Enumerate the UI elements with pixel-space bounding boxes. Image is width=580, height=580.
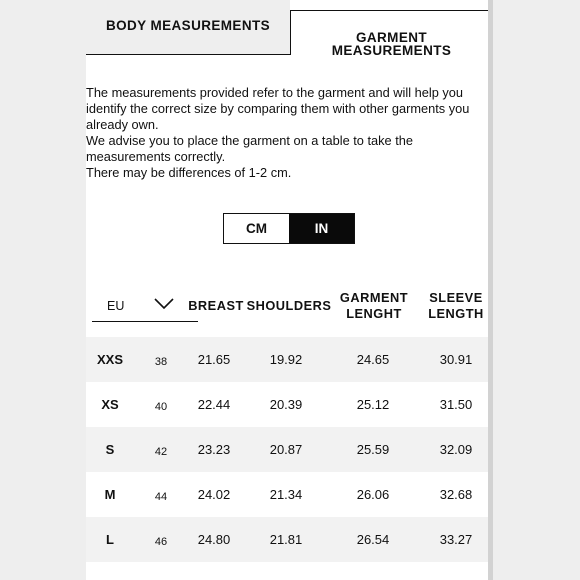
tab-garment-measurements-label-line1: GARMENT — [355, 30, 428, 45]
cell-sleeve: 33.27 — [439, 532, 473, 547]
cell-breast: 23.23 — [197, 442, 231, 457]
header-sleeve-length-line2: LENGTH — [428, 306, 484, 321]
cell-size: L — [106, 532, 114, 547]
table-row — [86, 382, 493, 427]
cell-size: XXS — [96, 352, 123, 367]
header-garment-length-line1: GARMENT — [339, 290, 409, 305]
header-garment-length — [334, 290, 414, 322]
cell-eu: 40 — [154, 401, 168, 413]
cell-breast: 21.65 — [197, 352, 231, 367]
table-row — [86, 517, 493, 562]
unit-cm-button[interactable]: CM — [224, 214, 289, 243]
region-select-value: EU — [107, 299, 125, 313]
header-breast: BREAST — [188, 298, 244, 313]
cell-breast: 24.80 — [197, 532, 231, 547]
cell-sleeve: 32.68 — [439, 487, 473, 502]
size-guide-panel — [86, 0, 493, 580]
cell-sleeve: 31.50 — [439, 397, 473, 412]
tab-body-measurements-label: BODY MEASUREMENTS — [105, 18, 271, 33]
chevron-down-icon — [154, 297, 174, 315]
intro-line: measurements correctly. — [86, 149, 226, 164]
cell-shoulders: 20.87 — [269, 442, 303, 457]
cell-shoulders: 21.34 — [269, 487, 303, 502]
cell-length: 26.54 — [356, 532, 390, 547]
table-row — [86, 427, 493, 472]
intro-text — [86, 85, 486, 181]
header-sleeve-length — [422, 290, 490, 322]
intro-line: already own. — [86, 117, 159, 132]
cell-shoulders: 21.81 — [269, 532, 303, 547]
cell-shoulders: 20.39 — [269, 397, 303, 412]
cell-size: M — [104, 487, 116, 502]
table-row — [86, 337, 493, 382]
cell-breast: 24.02 — [197, 487, 231, 502]
table-row — [86, 472, 493, 517]
cell-size: XS — [101, 397, 119, 412]
cell-eu: 44 — [154, 491, 168, 503]
cell-eu: 42 — [154, 446, 168, 458]
intro-line: The measurements provided refer to the garment and will help you — [86, 85, 463, 100]
header-garment-length-line2: LENGHT — [346, 306, 402, 321]
unit-toggle — [223, 213, 355, 244]
cell-length: 24.65 — [356, 352, 390, 367]
cell-breast: 22.44 — [197, 397, 231, 412]
cell-eu: 46 — [154, 536, 168, 548]
table-header — [86, 285, 493, 335]
intro-line: We advise you to place the garment on a table to take the — [86, 133, 414, 148]
cell-eu: 38 — [154, 356, 168, 368]
cell-shoulders: 19.92 — [269, 352, 303, 367]
tab-body-measurements[interactable] — [86, 0, 290, 55]
cell-sleeve: 30.91 — [439, 352, 473, 367]
tab-garment-measurements[interactable] — [290, 10, 493, 58]
unit-in-button[interactable]: IN — [289, 214, 354, 243]
header-shoulders: SHOULDERS — [246, 298, 332, 313]
cell-length: 25.12 — [356, 397, 390, 412]
header-sleeve-length-line1: SLEEVE — [429, 290, 483, 305]
intro-line: There may be differences of 1-2 cm. — [86, 165, 292, 180]
cell-sleeve: 32.09 — [439, 442, 473, 457]
cell-size: S — [105, 442, 115, 457]
scrollbar[interactable] — [488, 0, 493, 580]
cell-length: 26.06 — [356, 487, 390, 502]
intro-line: identify the correct size by comparing them with other garments you — [86, 101, 470, 116]
size-table-body — [86, 337, 493, 562]
region-select[interactable] — [92, 285, 198, 322]
cell-length: 25.59 — [356, 442, 390, 457]
tab-garment-measurements-label-line2: MEASUREMENTS — [331, 43, 452, 58]
